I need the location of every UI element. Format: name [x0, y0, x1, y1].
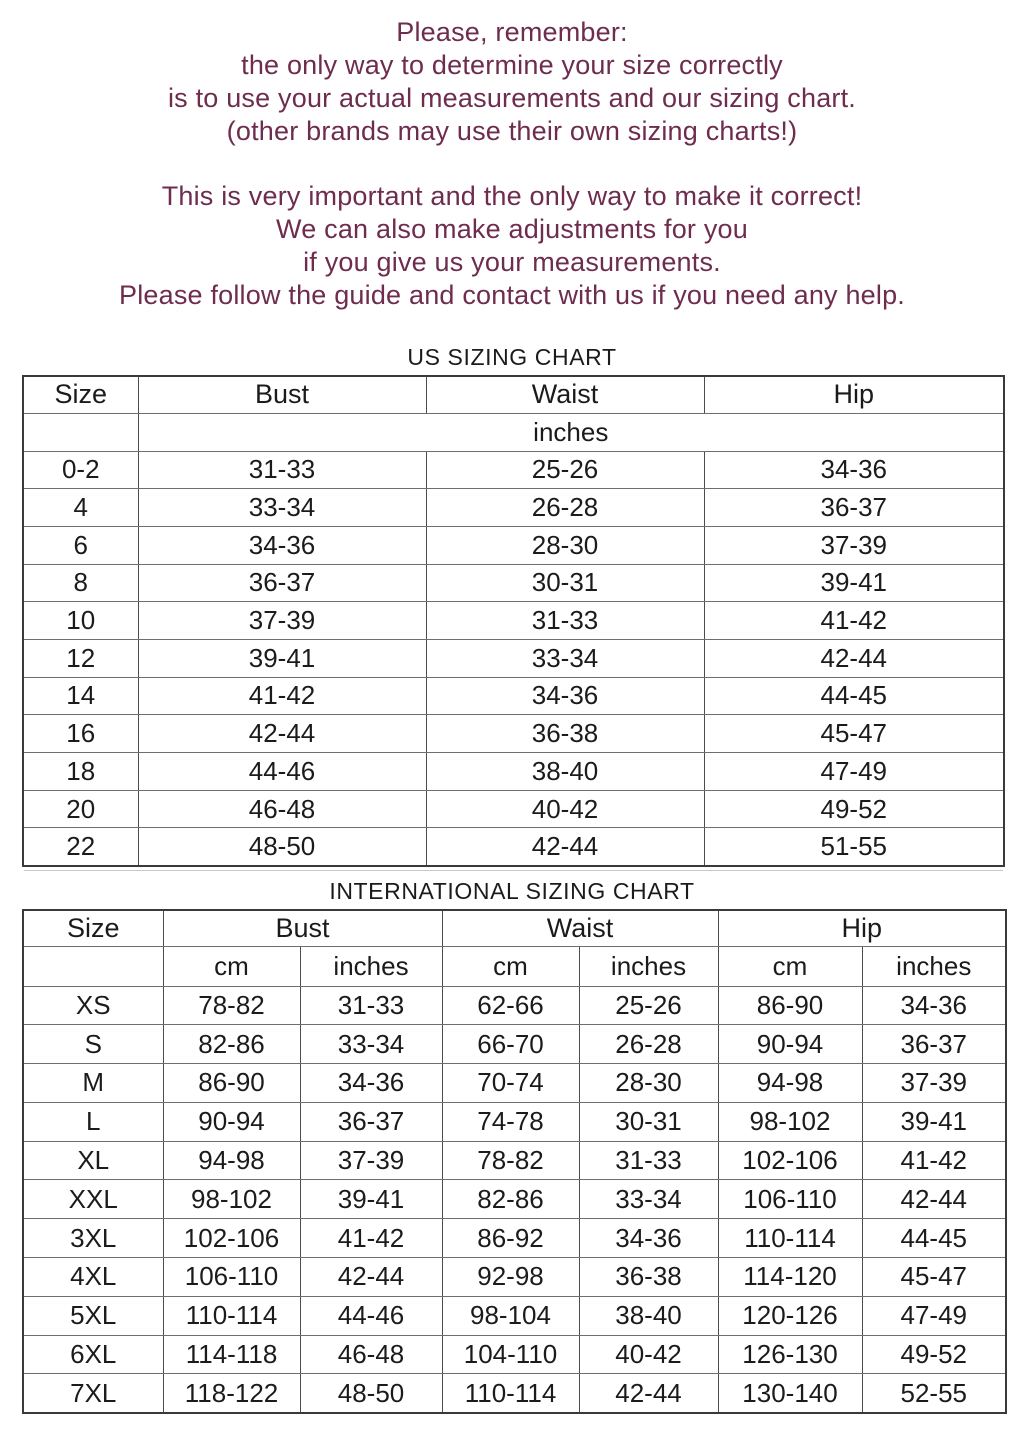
subheader-bust-cm: cm [163, 946, 300, 986]
value-cell: 94-98 [163, 1141, 300, 1180]
intl-header-row [23, 910, 1006, 946]
value-cell: 82-86 [163, 1025, 300, 1064]
table-row [23, 986, 1006, 1025]
unit-label-cell: inches [138, 413, 1004, 451]
value-cell: 78-82 [163, 986, 300, 1025]
table-row [23, 564, 1004, 602]
value-cell: 26-28 [426, 489, 704, 527]
table-row [23, 1025, 1006, 1064]
value-cell: 44-46 [138, 753, 426, 791]
value-cell: 102-106 [718, 1141, 862, 1180]
value-cell: 98-104 [442, 1296, 579, 1335]
value-cell: 114-120 [718, 1258, 862, 1297]
value-cell: 86-92 [442, 1219, 579, 1258]
value-cell: 25-26 [426, 451, 704, 489]
col-header-waist: Waist [442, 910, 718, 946]
table-row [23, 526, 1004, 564]
value-cell: 39-41 [138, 639, 426, 677]
table-row [23, 639, 1004, 677]
size-cell: 10 [23, 602, 138, 640]
size-cell: 22 [23, 828, 138, 866]
value-cell: 40-42 [579, 1335, 718, 1374]
value-cell: 48-50 [300, 1374, 442, 1413]
value-cell: 86-90 [163, 1064, 300, 1103]
size-cell: 4 [23, 489, 138, 527]
intro-paragraph-1 [0, 16, 1024, 148]
value-cell: 30-31 [426, 564, 704, 602]
value-cell: 44-46 [300, 1296, 442, 1335]
value-cell: 41-42 [300, 1219, 442, 1258]
size-cell: XXL [23, 1180, 163, 1219]
value-cell: 36-37 [300, 1102, 442, 1141]
subheader-hip-inches: inches [862, 946, 1006, 986]
table-row [23, 1064, 1006, 1103]
value-cell: 38-40 [579, 1296, 718, 1335]
value-cell: 28-30 [579, 1064, 718, 1103]
value-cell: 37-39 [704, 526, 1004, 564]
intl-chart-title: INTERNATIONAL SIZING CHART [329, 878, 695, 904]
value-cell: 44-45 [862, 1219, 1006, 1258]
size-cell: 7XL [23, 1374, 163, 1413]
value-cell: 33-34 [426, 639, 704, 677]
size-cell: 6 [23, 526, 138, 564]
value-cell: 42-44 [862, 1180, 1006, 1219]
size-cell: XL [23, 1141, 163, 1180]
table-row [23, 828, 1004, 866]
value-cell: 106-110 [163, 1258, 300, 1297]
value-cell: 38-40 [426, 753, 704, 791]
intro-line: Please follow the guide and contact with us if you need any help. [118, 280, 905, 310]
intro-paragraph-2 [0, 180, 1024, 312]
us-chart-title: US SIZING CHART [407, 344, 617, 370]
size-cell: 5XL [23, 1296, 163, 1335]
intl-subheader-row [23, 946, 1006, 986]
value-cell: 47-49 [704, 753, 1004, 791]
value-cell: 110-114 [163, 1296, 300, 1335]
intro-line: This is very important and the only way to make it correct! [161, 181, 863, 211]
value-cell: 36-37 [862, 1025, 1006, 1064]
value-cell: 37-39 [862, 1064, 1006, 1103]
value-cell: 39-41 [300, 1180, 442, 1219]
size-cell: 14 [23, 677, 138, 715]
table-row [23, 1374, 1006, 1413]
table-row [23, 753, 1004, 791]
value-cell: 31-33 [138, 451, 426, 489]
value-cell: 31-33 [579, 1141, 718, 1180]
value-cell: 49-52 [704, 790, 1004, 828]
international-sizing-table [22, 909, 1007, 1414]
size-cell: XS [23, 986, 163, 1025]
intro-line: the only way to determine your size correctly [241, 50, 783, 80]
value-cell: 52-55 [862, 1374, 1006, 1413]
size-cell: 12 [23, 639, 138, 677]
table-row [23, 790, 1004, 828]
value-cell: 45-47 [704, 715, 1004, 753]
value-cell: 42-44 [426, 828, 704, 866]
intro-line: We can also make adjustments for you [276, 214, 748, 244]
subheader-waist-cm: cm [442, 946, 579, 986]
value-cell: 39-41 [862, 1102, 1006, 1141]
value-cell: 114-118 [163, 1335, 300, 1374]
value-cell: 98-102 [163, 1180, 300, 1219]
value-cell: 70-74 [442, 1064, 579, 1103]
intro-line: if you give us your measurements. [303, 247, 721, 277]
col-header-hip: Hip [718, 910, 1006, 946]
value-cell: 33-34 [138, 489, 426, 527]
subheader-bust-inches: inches [300, 946, 442, 986]
value-cell: 42-44 [138, 715, 426, 753]
col-header-size: Size [23, 376, 138, 413]
value-cell: 25-26 [579, 986, 718, 1025]
value-cell: 34-36 [704, 451, 1004, 489]
value-cell: 37-39 [300, 1141, 442, 1180]
value-cell: 34-36 [300, 1064, 442, 1103]
value-cell: 41-42 [138, 677, 426, 715]
value-cell: 74-78 [442, 1102, 579, 1141]
value-cell: 41-42 [862, 1141, 1006, 1180]
table-row [23, 677, 1004, 715]
value-cell: 42-44 [300, 1258, 442, 1297]
col-header-bust: Bust [138, 376, 426, 413]
intro-line: is to use your actual measurements and our sizing chart. [167, 83, 857, 113]
col-header-hip: Hip [704, 376, 1004, 413]
size-cell: 0-2 [23, 451, 138, 489]
table-row [23, 1102, 1006, 1141]
value-cell: 39-41 [704, 564, 1004, 602]
table-row [23, 1258, 1006, 1297]
intro-line: (other brands may use their own sizing charts!) [226, 116, 798, 146]
value-cell: 104-110 [442, 1335, 579, 1374]
size-cell: 6XL [23, 1335, 163, 1374]
table-row [23, 1180, 1006, 1219]
value-cell: 33-34 [300, 1025, 442, 1064]
col-header-size: Size [23, 910, 163, 946]
subheader-waist-inches: inches [579, 946, 718, 986]
value-cell: 45-47 [862, 1258, 1006, 1297]
value-cell: 78-82 [442, 1141, 579, 1180]
value-cell: 34-36 [579, 1219, 718, 1258]
table-row [23, 1219, 1006, 1258]
table-row [23, 602, 1004, 640]
value-cell: 28-30 [426, 526, 704, 564]
value-cell: 46-48 [138, 790, 426, 828]
value-cell: 33-34 [579, 1180, 718, 1219]
table-row [23, 715, 1004, 753]
us-header-row [23, 376, 1004, 413]
value-cell: 49-52 [862, 1335, 1006, 1374]
col-header-waist: Waist [426, 376, 704, 413]
value-cell: 44-45 [704, 677, 1004, 715]
us-sizing-table [22, 375, 1005, 867]
size-cell: M [23, 1064, 163, 1103]
value-cell: 46-48 [300, 1335, 442, 1374]
value-cell: 90-94 [163, 1102, 300, 1141]
value-cell: 106-110 [718, 1180, 862, 1219]
value-cell: 34-36 [138, 526, 426, 564]
value-cell: 37-39 [138, 602, 426, 640]
size-cell: 8 [23, 564, 138, 602]
table-row [23, 451, 1004, 489]
value-cell: 126-130 [718, 1335, 862, 1374]
size-cell: 4XL [23, 1258, 163, 1297]
value-cell: 130-140 [718, 1374, 862, 1413]
us-unit-row [23, 413, 1004, 451]
table-row [23, 1335, 1006, 1374]
value-cell: 36-37 [704, 489, 1004, 527]
value-cell: 30-31 [579, 1102, 718, 1141]
value-cell: 36-38 [426, 715, 704, 753]
empty-cell [23, 946, 163, 986]
table-row [23, 1296, 1006, 1335]
table-row [23, 489, 1004, 527]
value-cell: 94-98 [718, 1064, 862, 1103]
value-cell: 47-49 [862, 1296, 1006, 1335]
value-cell: 86-90 [718, 986, 862, 1025]
value-cell: 36-38 [579, 1258, 718, 1297]
value-cell: 98-102 [718, 1102, 862, 1141]
value-cell: 42-44 [579, 1374, 718, 1413]
value-cell: 26-28 [579, 1025, 718, 1064]
value-cell: 51-55 [704, 828, 1004, 866]
value-cell: 36-37 [138, 564, 426, 602]
size-cell: 3XL [23, 1219, 163, 1258]
intro-line: Please, remember: [396, 17, 628, 47]
value-cell: 92-98 [442, 1258, 579, 1297]
size-cell: 20 [23, 790, 138, 828]
value-cell: 62-66 [442, 986, 579, 1025]
size-cell: 18 [23, 753, 138, 791]
value-cell: 102-106 [163, 1219, 300, 1258]
col-header-bust: Bust [163, 910, 442, 946]
size-cell: S [23, 1025, 163, 1064]
value-cell: 34-36 [862, 986, 1006, 1025]
divider-line [24, 870, 1003, 871]
value-cell: 40-42 [426, 790, 704, 828]
value-cell: 48-50 [138, 828, 426, 866]
value-cell: 42-44 [704, 639, 1004, 677]
value-cell: 66-70 [442, 1025, 579, 1064]
value-cell: 110-114 [442, 1374, 579, 1413]
value-cell: 120-126 [718, 1296, 862, 1335]
value-cell: 90-94 [718, 1025, 862, 1064]
empty-cell [23, 413, 138, 451]
value-cell: 41-42 [704, 602, 1004, 640]
value-cell: 110-114 [718, 1219, 862, 1258]
size-cell: 16 [23, 715, 138, 753]
value-cell: 31-33 [300, 986, 442, 1025]
value-cell: 82-86 [442, 1180, 579, 1219]
table-row [23, 1141, 1006, 1180]
value-cell: 118-122 [163, 1374, 300, 1413]
value-cell: 34-36 [426, 677, 704, 715]
value-cell: 31-33 [426, 602, 704, 640]
subheader-hip-cm: cm [718, 946, 862, 986]
size-cell: L [23, 1102, 163, 1141]
